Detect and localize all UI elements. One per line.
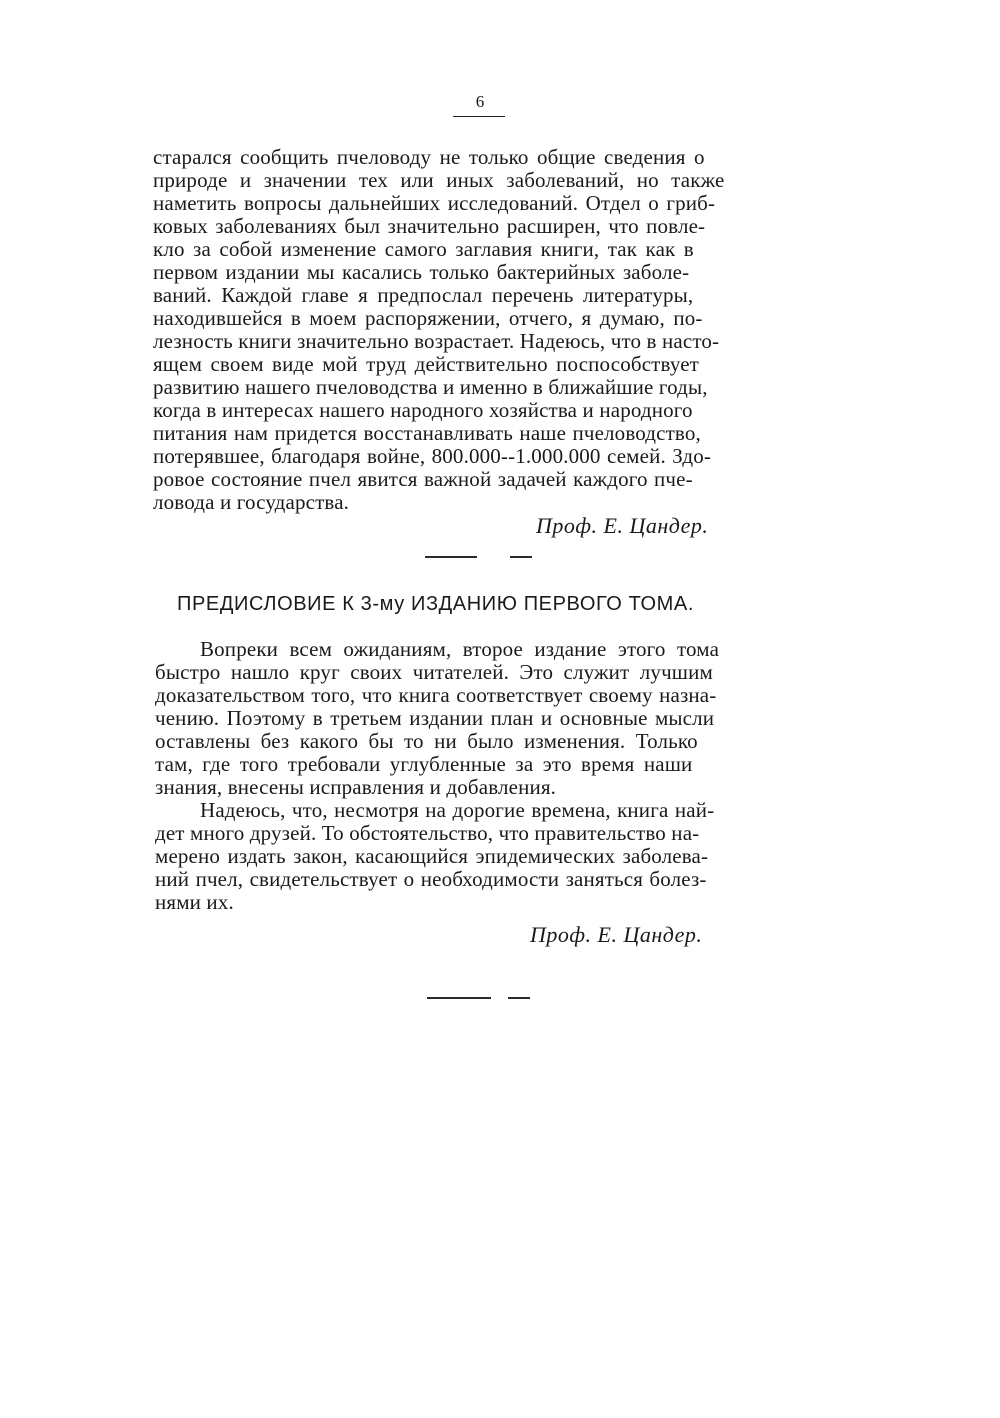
text-line: мерено издать закон, касающийся эпидемических заболева- (155, 844, 709, 868)
text-line: ваний. Каждой главе я предпослал перечень литературы, (153, 283, 694, 307)
text-line: дет много друзей. То обстоятельство, что правительство на- (155, 821, 700, 845)
text-line: знания, внесены исправления и добавления. (155, 775, 557, 799)
text-line: оставлены без какого бы то ни было изменения. Только (155, 729, 698, 753)
text-line: ковых заболеваниях был значительно расширен, что повле- (153, 214, 706, 238)
text-line: ловода и государства. (153, 490, 350, 514)
signature: Проф. Е. Цандер. (536, 513, 709, 538)
text-line: питания нам придется восстанавливать наше пчеловодство, (153, 421, 701, 445)
text-line: быстро нашло круг своих читателей. Это служит лучшим (155, 660, 713, 684)
text-line: потерявшее, благодаря войне, 800.000--1.000.000 семей. Здо- (153, 444, 712, 468)
text-line: первом издании мы касались только бактерийных заболе- (153, 260, 690, 284)
text-line: Надеюсь, что, несмотря на дорогие времена, книга най- (200, 798, 715, 822)
text-line: старался сообщить пчеловоду не только общие сведения о (153, 145, 705, 169)
text-line: природе и значении тех или иных заболеваний, но также (153, 168, 725, 192)
text-line: ний пчел, свидетельствует о необходимости заняться болез- (155, 867, 707, 891)
page-number-rule (453, 116, 505, 117)
separator-dash (508, 997, 530, 999)
text-line: кло за собой изменение самого заглавия книги, так как в (153, 237, 694, 261)
text-line: там, где того требовали углубленные за это время наши (155, 752, 693, 776)
text-line: развитию нашего пчеловодства и именно в ближайшие годы, (153, 375, 708, 399)
signature: Проф. Е. Цандер. (530, 922, 703, 947)
separator-dash (427, 997, 491, 999)
text-line: ящем своем виде мой труд действительно поспособствует (153, 352, 700, 376)
text-line: Вопреки всем ожиданиям, второе издание этого тома (200, 637, 720, 661)
text-line: ровое состояние пчел явится важной задачей каждого пче- (153, 467, 693, 491)
separator-dash (425, 556, 477, 558)
text-line: когда в интересах нашего народного хозяйства и народного (153, 398, 693, 422)
text-line: лезность книги значительно возрастает. Надеюсь, что в насто- (153, 329, 720, 353)
separator-dash (510, 556, 532, 558)
text-line: чению. Поэтому в третьем издании план и основные мысли (155, 706, 715, 730)
page-number: 6 (475, 92, 485, 111)
text-line: наметить вопросы дальнейших исследований. Отдел о гриб- (153, 191, 716, 215)
text-line: находившейся в моем распоряжении, отчего, я думаю, по- (153, 306, 703, 330)
text-line: нями их. (155, 890, 234, 914)
section-heading: ПРЕДИСЛОВИЕ К 3-му ИЗДАНИЮ ПЕРВОГО ТОМА. (177, 593, 695, 615)
text-line: доказательством того, что книга соответствует своему назна- (155, 683, 717, 707)
